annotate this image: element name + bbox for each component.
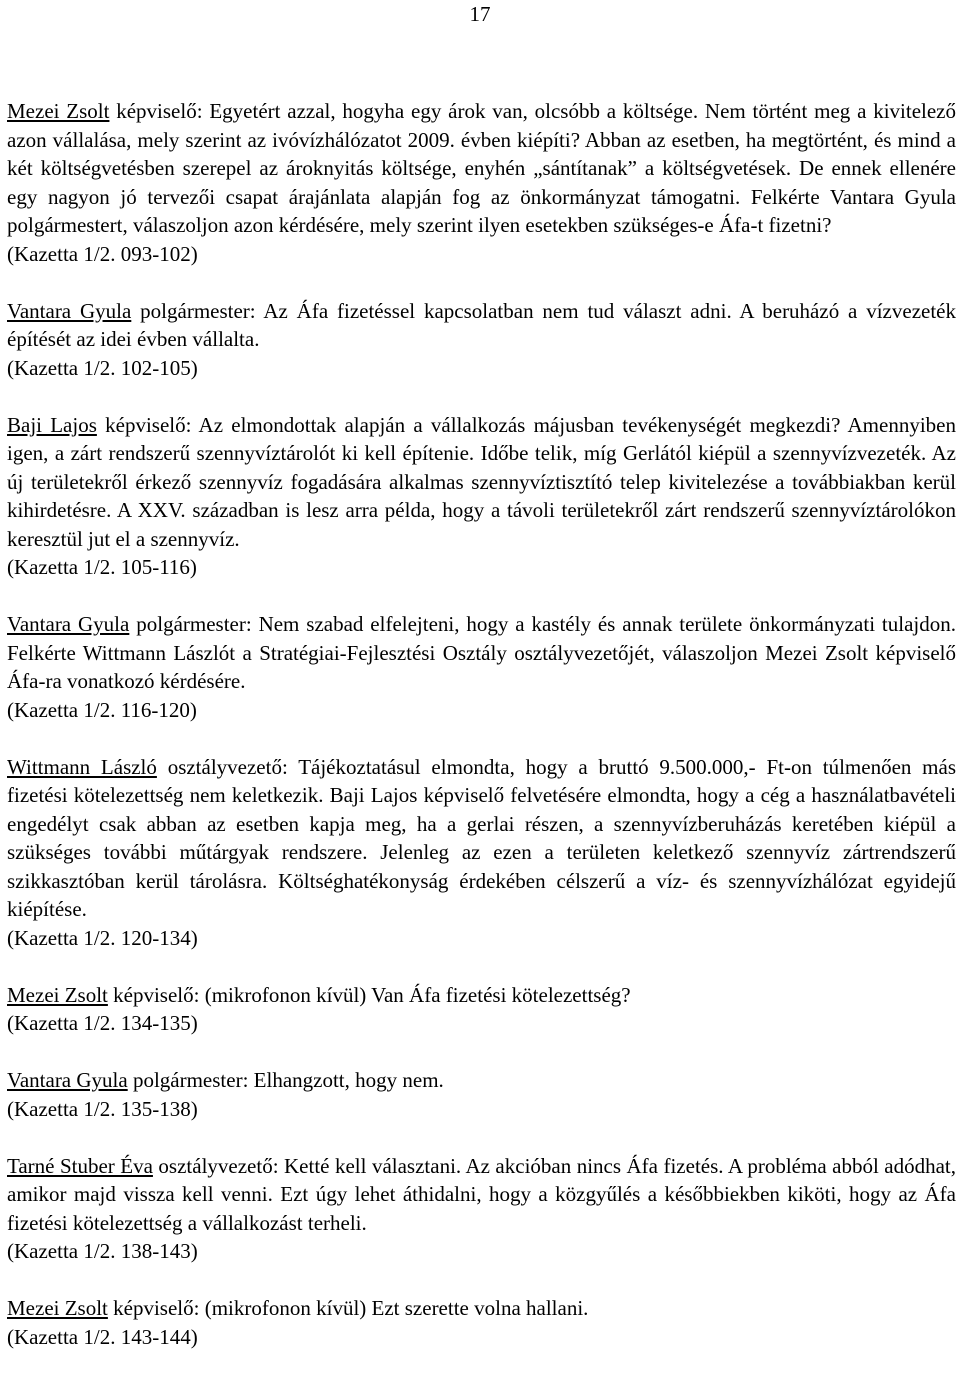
transcript-entry — [7, 1066, 956, 1123]
tape-reference: (Kazetta 1/2. 093-102) — [7, 241, 198, 266]
transcript-entry — [7, 981, 956, 1038]
transcript-entry — [7, 297, 956, 383]
tape-reference: (Kazetta 1/2. 143-144) — [7, 1324, 198, 1349]
speech-text: képviselő: Az elmondottak alapján a vállalkozás májusban tevékenységét megkezdi? Amennyiben igen, a zárt rendszerű szennyvíztárolót ki kell építenie. Időbe telik, míg Gerlától kiépül a szennyvízvezeték. Az új területekről érkező szennyvíz fogadására alkalmas szennyvíztisztító telep kivitelezése a továbbiakban kerül kihirdetésre. A XXV. században is lesz arra példa, hogy a távoli területekről zárt rendszerű szennyvíztárolókon keresztül jut el a szennyvíz. — [7, 412, 956, 551]
transcript-body — [7, 97, 956, 1351]
speech-text: polgármester: Nem szabad elfelejteni, hogy a kastély és annak területe önkormányzati tulajdon. Felkérte Wittmann Lászlót a Stratégiai-Fejlesztési Osztály osztályvezetőjét, válaszoljon Mezei Zsolt képviselő Áfa-ra vonatkozó kérdésére. — [7, 612, 957, 693]
speaker-name: Baji Lajos — [7, 412, 97, 437]
transcript-entry — [7, 610, 956, 724]
transcript-entry — [7, 1152, 956, 1266]
tape-reference: (Kazetta 1/2. 135-138) — [7, 1096, 198, 1121]
transcript-entry — [7, 753, 956, 953]
tape-reference: (Kazetta 1/2. 102-105) — [7, 355, 198, 380]
speech-text: osztályvezető: Tájékoztatásul elmondta, hogy a bruttó 9.500.000,- Ft-on túlmenően más fizetési kötelezettség nem keletkezik. Baji Lajos képviselő felvetésére elmondta, hogy a cég a használatbavételi engedélyt csak abban az esetben kapja meg, ha a gerlai részen, a szennyvízberuházás keretében kiépül a szükséges további műtárgyak rendszere. Jelenleg az ezen a területen keletkező szennyvíz zártrendszerű szikkasztóban kerül tárolásra. Költséghatékonyság érdekében célszerű a víz- és szennyvízhálózat egyidejű kiépítése. — [7, 754, 956, 921]
speech-text: osztályvezető: Ketté kell választani. Az akcióban nincs Áfa fizetés. A probléma abból adódhat, amikor majd vissza kell venni. Ezt úgy lehet áthidalni, hogy a közgyűlés a későbbiekben kiköti, hogy az Áfa fizetési kötelezettség a vállalkozást terheli. — [7, 1153, 956, 1235]
speaker-name: Tarné Stuber Éva — [7, 1153, 153, 1178]
transcript-entry — [7, 411, 956, 582]
tape-reference: (Kazetta 1/2. 105-116) — [7, 555, 197, 579]
speech-text: képviselő: Egyetért azzal, hogyha egy árok van, olcsóbb a költsége. Nem történt meg a kivitelező azon vállalása, mely szerint az ivóvízhálózatot 2009. évben kiépíti? Abban az esetben, ha megtörtént, és mind a két költségvetésben szerepel az ároknyitás költsége, enyhén „sántítanak” a költségvetések. De ennek ellenére egy nagyon jó tervezői csapat árajánlata alapján fog az önkormányzat támogatni. Felkérte Vantara Gyula polgármestert, válaszoljon azon kérdésére, mely szerint ilyen esetekben szükséges-e Áfa-t fizetni? — [7, 99, 956, 237]
speech-text: polgármester: Az Áfa fizetéssel kapcsolatban nem tud választ adni. A beruházó a vízvezeték építését az idei évben vállalta. — [7, 298, 956, 351]
tape-reference: (Kazetta 1/2. 120-134) — [7, 925, 198, 950]
page-number: 17 — [469, 2, 491, 26]
speaker-name: Mezei Zsolt — [7, 1296, 108, 1320]
speaker-name: Mezei Zsolt — [7, 982, 108, 1007]
speaker-name: Vantara Gyula — [7, 298, 132, 323]
speaker-name: Vantara Gyula — [7, 1068, 128, 1092]
speaker-name: Wittmann László — [7, 754, 157, 779]
speech-text: képviselő: (mikrofonon kívül) Ezt szerette volna hallani. — [107, 1296, 589, 1320]
speaker-name: Vantara Gyula — [7, 612, 130, 636]
tape-reference: (Kazetta 1/2. 134-135) — [7, 1011, 198, 1035]
speech-text: polgármester: Elhangzott, hogy nem. — [127, 1068, 444, 1092]
speaker-name: Mezei Zsolt — [7, 99, 110, 123]
transcript-entry — [7, 97, 956, 268]
tape-reference: (Kazetta 1/2. 116-120) — [7, 697, 197, 722]
speech-text: képviselő: (mikrofonon kívül) Van Áfa fizetési kötelezettség? — [107, 982, 631, 1007]
tape-reference: (Kazetta 1/2. 138-143) — [7, 1239, 198, 1263]
transcript-entry — [7, 1294, 956, 1351]
